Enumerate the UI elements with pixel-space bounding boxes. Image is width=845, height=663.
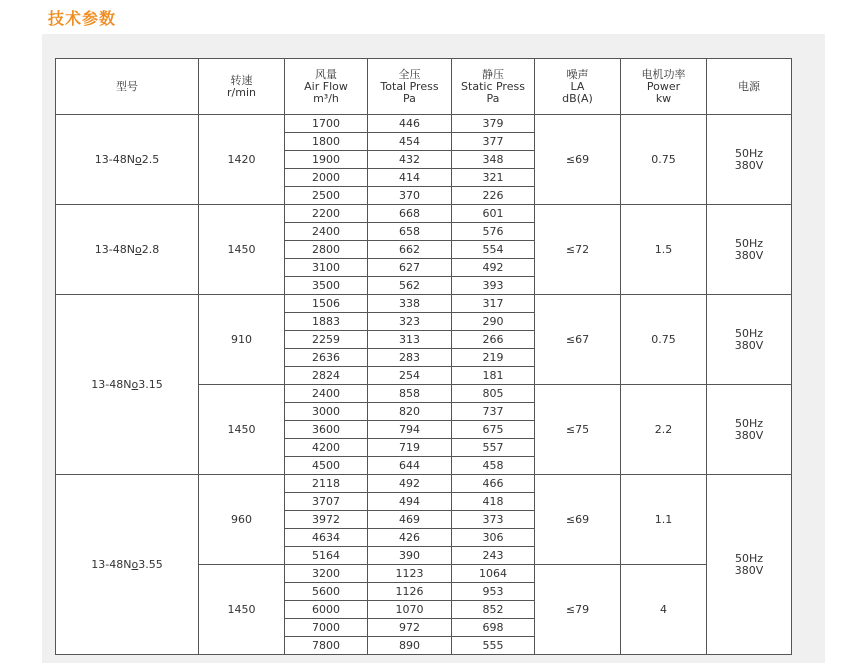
airflow-cell: 1900 xyxy=(285,151,368,169)
airflow-cell: 3972 xyxy=(285,511,368,529)
airflow-cell: 2636 xyxy=(285,349,368,367)
noise-cell: ≤79 xyxy=(535,565,621,655)
header-model xyxy=(56,59,199,115)
static-press-cell: 219 xyxy=(452,349,535,367)
power-cell: 2.2 xyxy=(621,385,707,475)
header-line: 静压 xyxy=(482,67,504,81)
header-line: m³/h xyxy=(313,91,339,105)
total-press-cell: 662 xyxy=(368,241,452,259)
static-press-cell: 243 xyxy=(452,547,535,565)
header-line: 电源 xyxy=(738,79,760,93)
static-press-cell: 181 xyxy=(452,367,535,385)
speed-cell: 1420 xyxy=(199,115,285,205)
static-press-cell: 492 xyxy=(452,259,535,277)
supply-cell: 50Hz 380V xyxy=(707,475,792,655)
total-press-cell: 454 xyxy=(368,133,452,151)
static-press-cell: 953 xyxy=(452,583,535,601)
total-press-cell: 469 xyxy=(368,511,452,529)
static-press-cell: 458 xyxy=(452,457,535,475)
header-line: Pa xyxy=(403,91,416,105)
total-press-cell: 719 xyxy=(368,439,452,457)
header-line: 噪声 xyxy=(566,67,589,81)
header-line: r/min xyxy=(227,85,256,99)
total-press-cell: 338 xyxy=(368,295,452,313)
static-press-cell: 466 xyxy=(452,475,535,493)
total-press-cell: 627 xyxy=(368,259,452,277)
static-press-cell: 321 xyxy=(452,169,535,187)
total-press-cell: 820 xyxy=(368,403,452,421)
static-press-cell: 555 xyxy=(452,637,535,655)
airflow-cell: 3200 xyxy=(285,565,368,583)
airflow-cell: 2800 xyxy=(285,241,368,259)
supply-cell: 50Hz 380V xyxy=(707,115,792,205)
airflow-cell: 2400 xyxy=(285,223,368,241)
total-press-cell: 972 xyxy=(368,619,452,637)
noise-cell: ≤69 xyxy=(535,115,621,205)
header-line: kw xyxy=(655,91,672,105)
static-press-cell: 317 xyxy=(452,295,535,313)
power-cell: 4 xyxy=(621,565,707,655)
total-press-cell: 644 xyxy=(368,457,452,475)
static-press-cell: 379 xyxy=(452,115,535,133)
supply-cell: 50Hz 380V xyxy=(707,205,792,295)
header-line: 电机功率 xyxy=(641,67,686,81)
header-total-press xyxy=(368,59,452,115)
total-press-cell: 494 xyxy=(368,493,452,511)
model-cell: 13-48No2.8 xyxy=(56,205,199,295)
airflow-cell: 1800 xyxy=(285,133,368,151)
header-line: LA xyxy=(570,79,585,93)
noise-cell: ≤69 xyxy=(535,475,621,565)
header-line: 型号 xyxy=(116,79,138,93)
supply-cell: 50Hz 380V xyxy=(707,385,792,475)
static-press-cell: 226 xyxy=(452,187,535,205)
model-no-mark: o xyxy=(131,557,139,571)
table-row xyxy=(56,115,792,133)
total-press-cell: 1123 xyxy=(368,565,452,583)
airflow-cell: 7000 xyxy=(285,619,368,637)
speed-cell: 910 xyxy=(199,295,285,385)
static-press-cell: 576 xyxy=(452,223,535,241)
model-cell: 13-48No2.5 xyxy=(56,115,199,205)
total-press-cell: 1070 xyxy=(368,601,452,619)
total-press-cell: 658 xyxy=(368,223,452,241)
total-press-cell: 414 xyxy=(368,169,452,187)
header-noise xyxy=(535,59,621,115)
airflow-cell: 1883 xyxy=(285,313,368,331)
airflow-cell: 5600 xyxy=(285,583,368,601)
static-press-cell: 377 xyxy=(452,133,535,151)
speed-cell: 960 xyxy=(199,475,285,565)
airflow-cell: 2000 xyxy=(285,169,368,187)
static-press-cell: 266 xyxy=(452,331,535,349)
header-row xyxy=(56,59,792,115)
airflow-cell: 6000 xyxy=(285,601,368,619)
static-press-cell: 698 xyxy=(452,619,535,637)
header-line: 转速 xyxy=(230,73,253,87)
static-press-cell: 348 xyxy=(452,151,535,169)
airflow-cell: 4634 xyxy=(285,529,368,547)
header-line: Total Press xyxy=(380,79,439,93)
total-press-cell: 323 xyxy=(368,313,452,331)
total-press-cell: 313 xyxy=(368,331,452,349)
airflow-cell: 2118 xyxy=(285,475,368,493)
airflow-cell: 3000 xyxy=(285,403,368,421)
total-press-cell: 562 xyxy=(368,277,452,295)
total-press-cell: 283 xyxy=(368,349,452,367)
model-cell: 13-48No3.15 xyxy=(56,295,199,475)
airflow-cell: 3500 xyxy=(285,277,368,295)
header-power xyxy=(621,59,707,115)
airflow-cell: 1700 xyxy=(285,115,368,133)
static-press-cell: 557 xyxy=(452,439,535,457)
header-line: dB(A) xyxy=(562,91,593,105)
table-row xyxy=(56,295,792,313)
header-line: Power xyxy=(646,79,681,93)
page-title: 技术参数 xyxy=(48,9,117,28)
total-press-cell: 254 xyxy=(368,367,452,385)
total-press-cell: 370 xyxy=(368,187,452,205)
static-press-cell: 601 xyxy=(452,205,535,223)
total-press-cell: 668 xyxy=(368,205,452,223)
power-cell: 1.5 xyxy=(621,205,707,295)
spec-table xyxy=(55,58,792,655)
power-cell: 1.1 xyxy=(621,475,707,565)
model-no-mark: o xyxy=(134,242,142,256)
speed-cell: 1450 xyxy=(199,385,285,475)
airflow-cell: 2824 xyxy=(285,367,368,385)
table-row xyxy=(56,205,792,223)
static-press-cell: 418 xyxy=(452,493,535,511)
total-press-cell: 492 xyxy=(368,475,452,493)
power-cell: 0.75 xyxy=(621,295,707,385)
model-no-mark: o xyxy=(134,152,142,166)
total-press-cell: 890 xyxy=(368,637,452,655)
total-press-cell: 794 xyxy=(368,421,452,439)
static-press-cell: 1064 xyxy=(452,565,535,583)
noise-cell: ≤67 xyxy=(535,295,621,385)
static-press-cell: 852 xyxy=(452,601,535,619)
airflow-cell: 7800 xyxy=(285,637,368,655)
airflow-cell: 2400 xyxy=(285,385,368,403)
airflow-cell: 3100 xyxy=(285,259,368,277)
airflow-cell: 5164 xyxy=(285,547,368,565)
header-supply xyxy=(707,59,792,115)
header-airflow xyxy=(285,59,368,115)
static-press-cell: 373 xyxy=(452,511,535,529)
header-line: Static Press xyxy=(461,79,525,93)
static-press-cell: 393 xyxy=(452,277,535,295)
static-press-cell: 554 xyxy=(452,241,535,259)
airflow-cell: 3707 xyxy=(285,493,368,511)
header-line: Pa xyxy=(486,91,500,105)
noise-cell: ≤75 xyxy=(535,385,621,475)
header-line: Air Flow xyxy=(304,79,348,93)
header-static-press xyxy=(452,59,535,115)
airflow-cell: 1506 xyxy=(285,295,368,313)
table-body xyxy=(56,115,792,655)
supply-cell: 50Hz 380V xyxy=(707,295,792,385)
noise-cell: ≤72 xyxy=(535,205,621,295)
static-press-cell: 290 xyxy=(452,313,535,331)
total-press-cell: 446 xyxy=(368,115,452,133)
header-speed xyxy=(199,59,285,115)
static-press-cell: 306 xyxy=(452,529,535,547)
static-press-cell: 805 xyxy=(452,385,535,403)
table-row xyxy=(56,475,792,493)
static-press-cell: 675 xyxy=(452,421,535,439)
header-line: 风量 xyxy=(315,67,337,81)
airflow-cell: 4500 xyxy=(285,457,368,475)
airflow-cell: 2500 xyxy=(285,187,368,205)
speed-cell: 1450 xyxy=(199,565,285,655)
model-no-mark: o xyxy=(131,377,139,391)
total-press-cell: 858 xyxy=(368,385,452,403)
static-press-cell: 737 xyxy=(452,403,535,421)
airflow-cell: 3600 xyxy=(285,421,368,439)
airflow-cell: 2200 xyxy=(285,205,368,223)
power-cell: 0.75 xyxy=(621,115,707,205)
total-press-cell: 390 xyxy=(368,547,452,565)
model-cell: 13-48No3.55 xyxy=(56,475,199,655)
header-line: 全压 xyxy=(398,67,421,81)
total-press-cell: 1126 xyxy=(368,583,452,601)
airflow-cell: 4200 xyxy=(285,439,368,457)
speed-cell: 1450 xyxy=(199,205,285,295)
total-press-cell: 432 xyxy=(368,151,452,169)
airflow-cell: 2259 xyxy=(285,331,368,349)
total-press-cell: 426 xyxy=(368,529,452,547)
